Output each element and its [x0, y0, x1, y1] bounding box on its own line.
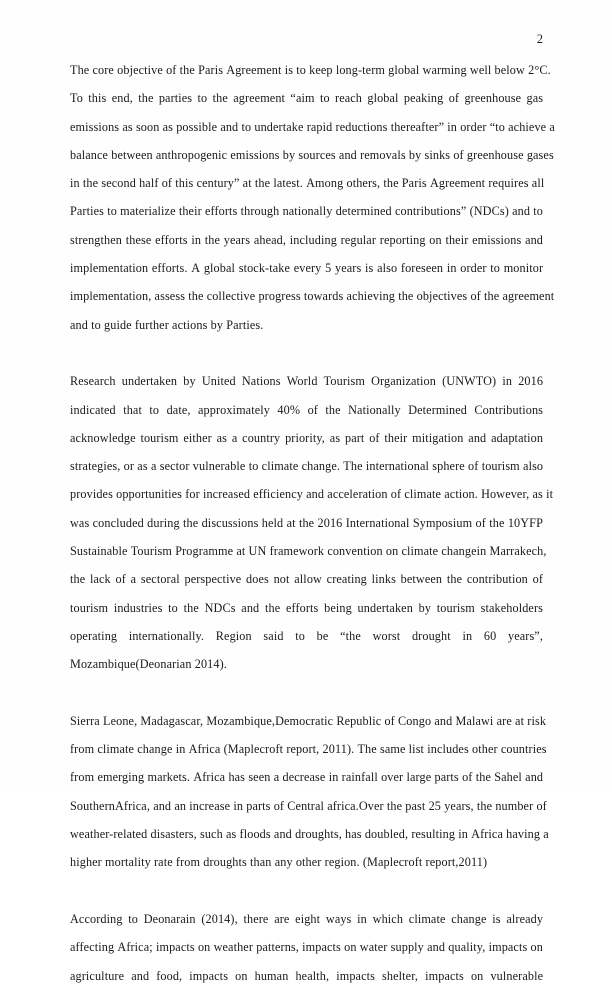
text-line: and to guide further actions by Parties.	[70, 317, 264, 332]
text-line: implementation efforts. A global stock-take every 5 years is also foreseen in order to monitor	[70, 261, 544, 276]
paragraph-deonarain-eight-ways	[70, 905, 543, 990]
document-body	[70, 56, 555, 990]
text-line: To this end, the parties to the agreement “aim to reach global peaking of greenhouse gas	[70, 91, 544, 106]
text-line: Parties to materialize their efforts through nationally determined contributions” (NDCs) and to	[70, 204, 543, 219]
text-line: The core objective of the Paris Agreement is to keep long-term global warming well below 2°C.	[70, 63, 551, 77]
text-line: operating internationally. Region said to be “the worst drought in 60 years”,	[70, 628, 544, 643]
text-line: the lack of a sectoral perspective does not allow creating links between the contribution of	[70, 572, 544, 587]
text-line: According to Deonarain (2014), there are eight ways in which climate change is already	[70, 911, 544, 926]
paragraph-paris-agreement	[70, 56, 555, 339]
text-line: agriculture and food, impacts on human health, impacts shelter, impacts on vulnerable	[70, 968, 544, 983]
text-line: tourism industries to the NDCs and the efforts being undertaken by tourism stakeholders	[70, 600, 544, 615]
page-number: 2	[536, 32, 543, 46]
text-line: acknowledge tourism either as a country priority, as part of their mitigation and adaptation	[70, 430, 544, 445]
text-line: strategies, or as a sector vulnerable to climate change. The international sphere of tourism also	[70, 459, 544, 474]
text-line: Mozambique(Deonarian 2014).	[70, 657, 227, 672]
text-line: provides opportunities for increased efficiency and acceleration of climate action. However, as it	[70, 487, 554, 502]
text-line: affecting Africa; impacts on weather patterns, impacts on water supply and quality, impacts on	[70, 940, 543, 955]
text-line: Sustainable Tourism Programme at UN framework convention on climate changein Marrakech,	[70, 544, 547, 559]
text-line: Sierra Leone, Madagascar, Mozambique,Democratic Republic of Congo and Malawi are at risk	[70, 713, 547, 728]
text-line: from emerging markets. Africa has seen a decrease in rainfall over large parts of the Sahel and	[70, 770, 544, 785]
text-line: weather-related disasters, such as floods and droughts, has doubled, resulting in Africa having a	[70, 827, 549, 842]
text-line: emissions as soon as possible and to undertake rapid reductions thereafter” in order “to achieve a	[70, 119, 555, 134]
text-line: SouthernAfrica, and an increase in parts of Central africa.Over the past 25 years, the number of	[70, 798, 547, 813]
paragraph-unwto-research	[70, 367, 554, 678]
text-line: from climate change in Africa (Maplecroft report, 2011). The same list includes other countries	[70, 742, 547, 757]
text-line: was concluded during the discussions held at the 2016 International Symposium of the 10YFP	[70, 515, 543, 530]
text-line: balance between anthropogenic emissions by sources and removals by sinks of greenhouse gases	[70, 147, 554, 162]
text-line: strengthen these efforts in the years ahead, including regular reporting on their emissions and	[70, 232, 544, 247]
text-line: higher mortality rate from droughts than any other region. (Maplecroft report,2011)	[70, 855, 488, 870]
text-line: indicated that to date, approximately 40% of the Nationally Determined Contributions	[70, 402, 544, 417]
text-line: Research undertaken by United Nations World Tourism Organization (UNWTO) in 2016	[70, 374, 544, 389]
text-line: in the second half of this century” at the latest. Among others, the Paris Agreement requires all	[70, 176, 545, 191]
text-line: implementation, assess the collective progress towards achieving the objectives of the agreement	[70, 289, 555, 304]
